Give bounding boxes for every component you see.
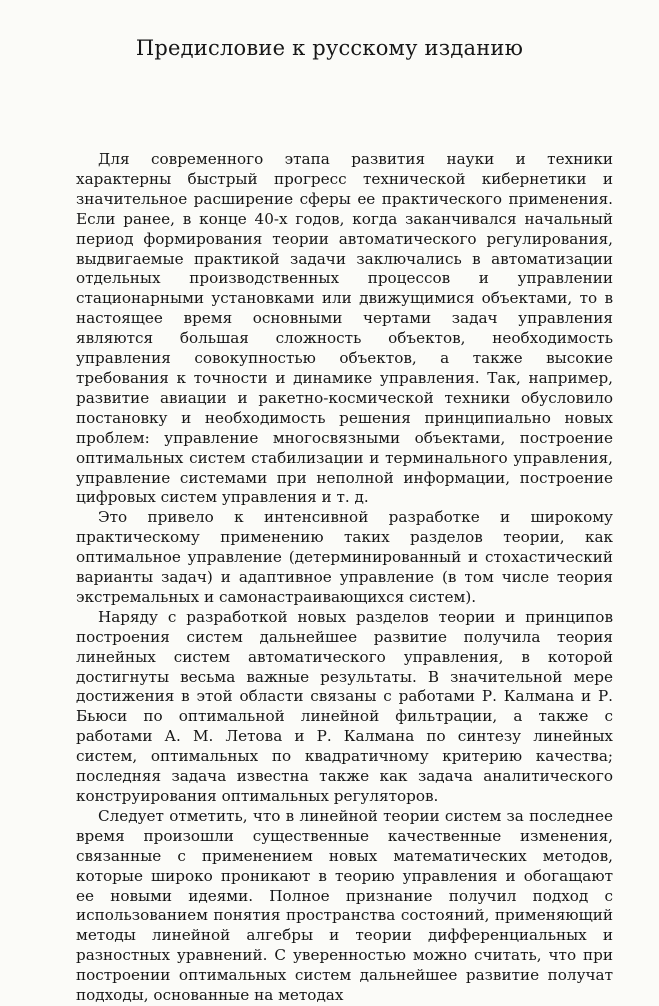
- body-text: [76, 150, 613, 1006]
- paragraph: Следует отметить, что в линейной теории систем за последнее время произошли существенные качественные изменения, связанные с применением новых математических методов, которые широко проникают в теорию управления и обогащают ее новыми идеями. Полное признание получил подход с использованием понятия пространства состояний, применяющий методы линейной алгебры и теории дифференциальных и разностных уравнений. С уверенностью можно считать, что при построении оптимальных систем дальнейшее развитие получат подходы, основанные на методах: [76, 806, 613, 1005]
- paragraph: Наряду с разработкой новых разделов теории и принципов построения систем дальнейшее развитие получила теория линейных систем автоматического управления, в которой достигнуты весьма важные результаты. В значительной мере достижения в этой области связаны с работами Р. Калмана и Р. Бьюси по оптимальной линейной фильтрации, а также с работами А. М. Летова и Р. Калмана по синтезу линейных систем, оптимальных по квадратичному критерию качества; последняя задача известна также как задача аналитического конструирования оптимальных регуляторов.: [76, 607, 613, 805]
- paragraph: Это привело к интенсивной разработке и широкому практическому применению таких разделов теории, как оптимальное управление (детерминированный и стохастический варианты задач) и адаптивное управление (в том числе теория экстремальных и самонастраивающихся систем).: [76, 508, 613, 606]
- paragraph: Для современного этапа развития науки и техники характерны быстрый прогресс технической кибернетики и значительное расширение сферы ее практического применения. Если ранее, в конце 40-х годов, когда заканчивался начальный период формирования теории автоматического регулирования, выдвигаемые практикой задачи заключались в автоматизации отдельных производственных процессов и управлении стационарными установками или движущимися объектами, то в настоящее время основными чертами задач управления являются большая сложность объектов, необходимость управления совокупностью объектов, а также высокие требования к точности и динамике управления. Так, например, развитие авиации и ракетно-космической техники обусловило постановку и необходимость решения принципиально новых проблем: управление многосвязными объектами, построение оптимальных систем стабилизации и терминального управления, управление системами при неполной информации, построение цифровых систем управления и т. д.: [76, 150, 613, 507]
- page-title: Предисловие к русскому изданию: [135, 36, 524, 60]
